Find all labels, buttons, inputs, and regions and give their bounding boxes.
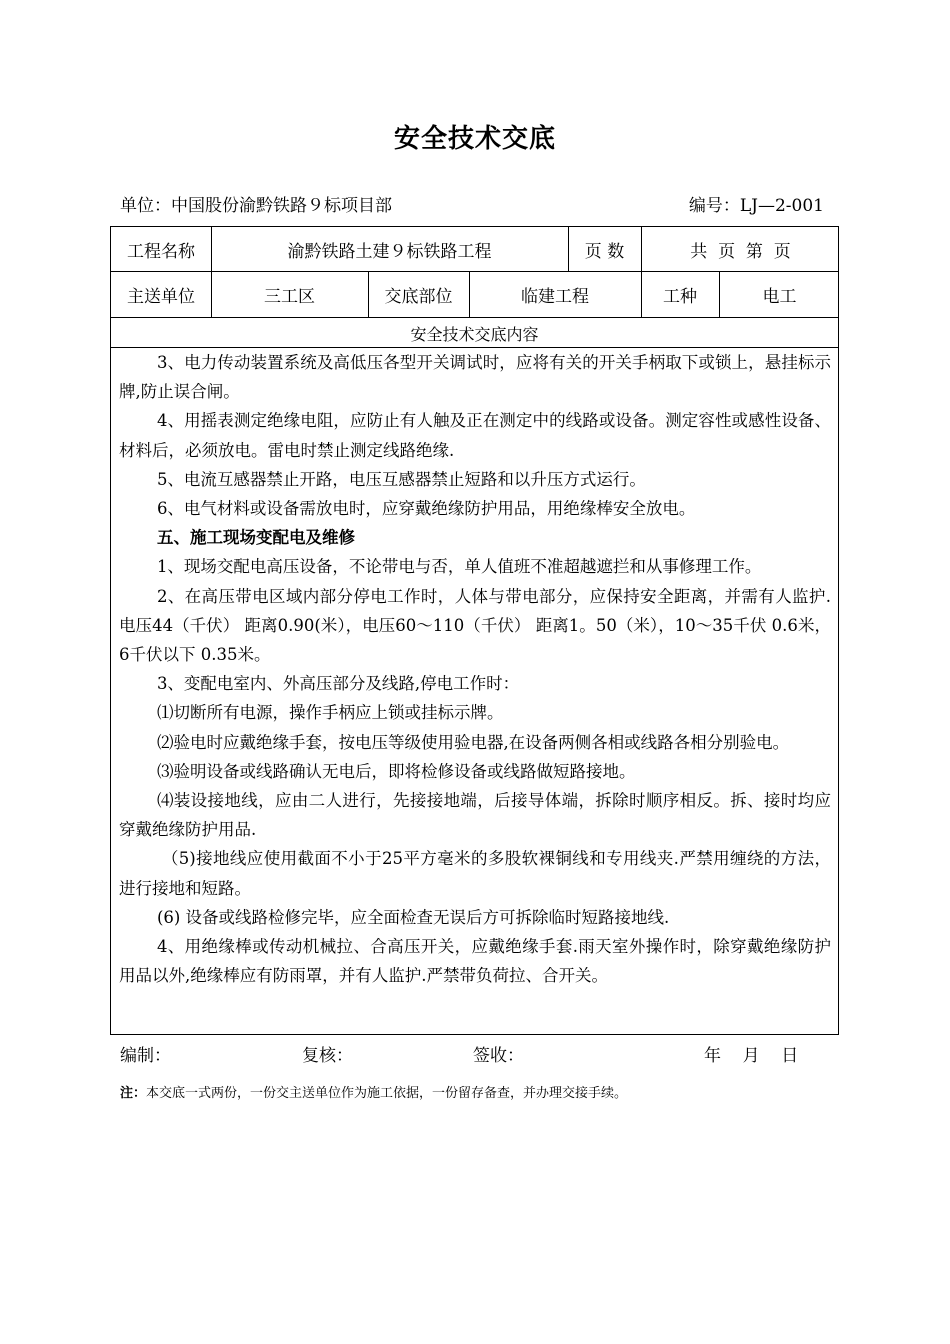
paragraph: （5)接地线应使用截面不小于25平方毫米的多股软裸铜线和专用线夹.严禁用缠绕的方法，进行接地和短路。 (119, 849, 831, 898)
paragraph: ⑴切断所有电源，操作手柄应上锁或挂标示牌。 (156, 703, 504, 723)
paragraph: 1、现场交配电高压设备，不论带电与否，单人值班不准超越遮拦和从事修理工作。 (156, 557, 762, 577)
footnote (120, 1082, 627, 1101)
paragraph: 5、电流互感器禁止开路，电压互感器禁止短路和以升压方式运行。 (156, 469, 646, 489)
document-title: 安全技术交底 (393, 124, 556, 154)
paragraph: ⑶验明设备或线路确认无电后，即将检修设备或线路做短路接地。 (156, 761, 636, 781)
paragraph: (6) 设备或线路检修完毕，应全面检查无误后方可拆除临时短路接地线. (156, 907, 670, 927)
compiled-by-label: 编制： (120, 1046, 171, 1066)
disclosure-table (110, 226, 839, 1035)
paragraph: ⑷装设接地线，应由二人进行，先接接地端，后接导体端，拆除时顺序相反。拆、接时均应穿戴绝缘防护用品. (119, 791, 831, 840)
sender-label: 主送单位 (127, 286, 195, 307)
location-label: 交底部位 (384, 286, 453, 307)
project-name-value: 渝黔铁路土建９标铁路工程 (287, 241, 492, 262)
note-label: 注： (120, 1086, 147, 1101)
document-number: 编号：LJ—2-001 (688, 196, 824, 216)
trade-label: 工种 (663, 286, 697, 307)
date-label: 年 月 日 (704, 1046, 799, 1066)
reviewed-by-label: 复核： (302, 1046, 353, 1066)
location-value: 临建工程 (521, 286, 589, 307)
paragraph: 3、变配电室内、外高压部分及线路,停电工作时： (156, 674, 520, 694)
paragraph: 3、电力传动装置系统及高低压各型开关调试时，应将有关的开关手柄取下或锁上，悬挂标示牌,防止误合闸。 (119, 353, 831, 402)
paragraph: 6、电气材料或设备需放电时，应穿戴绝缘防护用品，用绝缘棒安全放电。 (156, 499, 696, 519)
row-divider (111, 317, 838, 318)
paragraph: 4、用绝缘棒或传动机械拉、合高压开关，应戴绝缘手套.雨天室外操作时，除穿戴绝缘防护用品以外,绝缘棒应有防雨罩，并有人监护.严禁带负荷拉、合开关。 (119, 937, 831, 986)
received-by-label: 签收： (473, 1046, 524, 1066)
content-body (119, 348, 831, 990)
paragraph: 2、在高压带电区域内部分停电工作时，人体与带电部分，应保持安全距离，并需有人监护. 电压44（千伏） 距离0.90(米），电压60～110（千伏） 距离1。50（米），10～35千伏 0.6米，6千伏以下 0.35米。 (119, 586, 831, 665)
unit-line: 单位：中国股份渝黔铁路９标项目部 (120, 196, 392, 216)
page-count-value: 共 页 第 页 (690, 241, 791, 262)
sender-value: 三工区 (264, 286, 315, 307)
section-heading: 五、施工现场变配电及维修 (156, 528, 355, 548)
trade-value: 电工 (762, 286, 797, 307)
page-count-label: 页 数 (584, 241, 625, 262)
note-text: 本交底一式两份，一份交主送单位作为施工依据，一份留存备查，并办理交接手续。 (146, 1086, 628, 1101)
paragraph: 4、用摇表测定绝缘电阻，应防止有人触及正在测定中的线路或设备。测定容性或感性设备、材料后，必须放电。雷电时禁止测定线路绝缘. (119, 411, 831, 460)
content-title: 安全技术交底内容 (410, 325, 539, 344)
paragraph: ⑵验电时应戴绝缘手套，按电压等级使用验电器,在设备两侧各相或线路各相分别验电。 (156, 732, 790, 752)
project-name-label: 工程名称 (127, 241, 195, 262)
